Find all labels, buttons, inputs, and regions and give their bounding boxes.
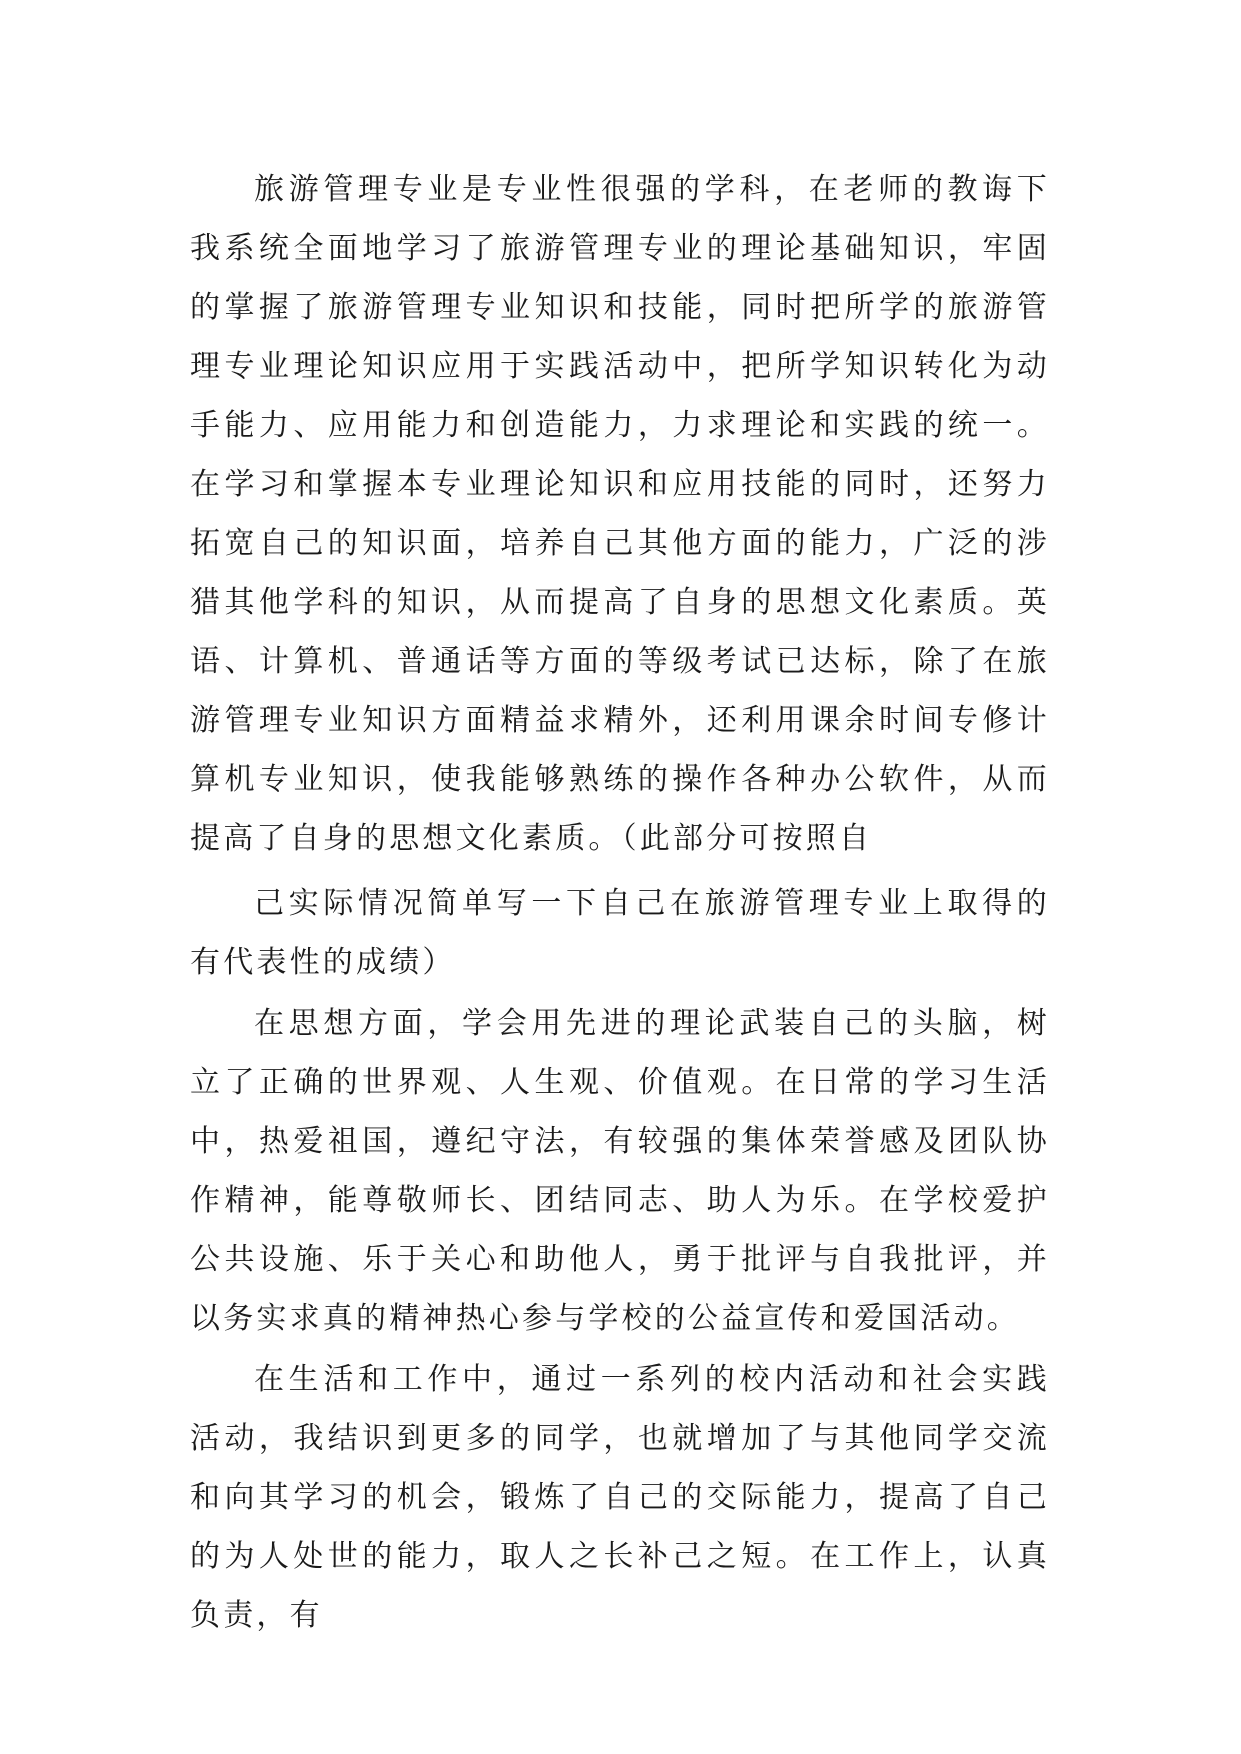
paragraph-achievement-note: 己实际情况简单写一下自己在旅游管理专业上取得的有代表性的成绩） bbox=[190, 886, 1050, 980]
paragraph-ideology: 在思想方面，学会用先进的理论武装自己的头脑，树立了正确的世界观、人生观、价值观。在日常的学习生活中，热爱祖国，遵纪守法，有较强的集体荣誉感及团队协作精神，能尊敬师长、团结同志、助人为乐。在学校爱护公共设施、乐于关心和助他人，勇于批评与自我批评，并以务实求真的精神热心参与学校的公益宣传和爱国活动。 bbox=[190, 1006, 1050, 1336]
paragraph-life-and-work: 在生活和工作中，通过一系列的校内活动和社会实践活动，我结识到更多的同学，也就增加了与其他同学交流和向其学习的机会，锻炼了自己的交际能力，提高了自己的为人处世的能力，取人之长补己之短。在工作上，认真负责，有 bbox=[190, 1362, 1050, 1633]
document-body bbox=[190, 160, 1050, 1645]
paragraph-academic-study: 旅游管理专业是专业性很强的学科，在老师的教诲下我系统全面地学习了旅游管理专业的理论基础知识，牢固的掌握了旅游管理专业知识和技能，同时把所学的旅游管理专业理论知识应用于实践活动中，把所学知识转化为动手能力、应用能力和创造能力，力求理论和实践的统一。在学习和掌握本专业理论知识和应用技能的同时，还努力拓宽自己的知识面，培养自己其他方面的能力，广泛的涉猎其他学科的知识，从而提高了自身的思想文化素质。英语、计算机、普通话等方面的等级考试已达标，除了在旅游管理专业知识方面精益求精外，还利用课余时间专修计算机专业知识，使我能够熟练的操作各种办公软件，从而提高了自身的思想文化素质。（此部分可按照自 bbox=[190, 172, 1050, 856]
